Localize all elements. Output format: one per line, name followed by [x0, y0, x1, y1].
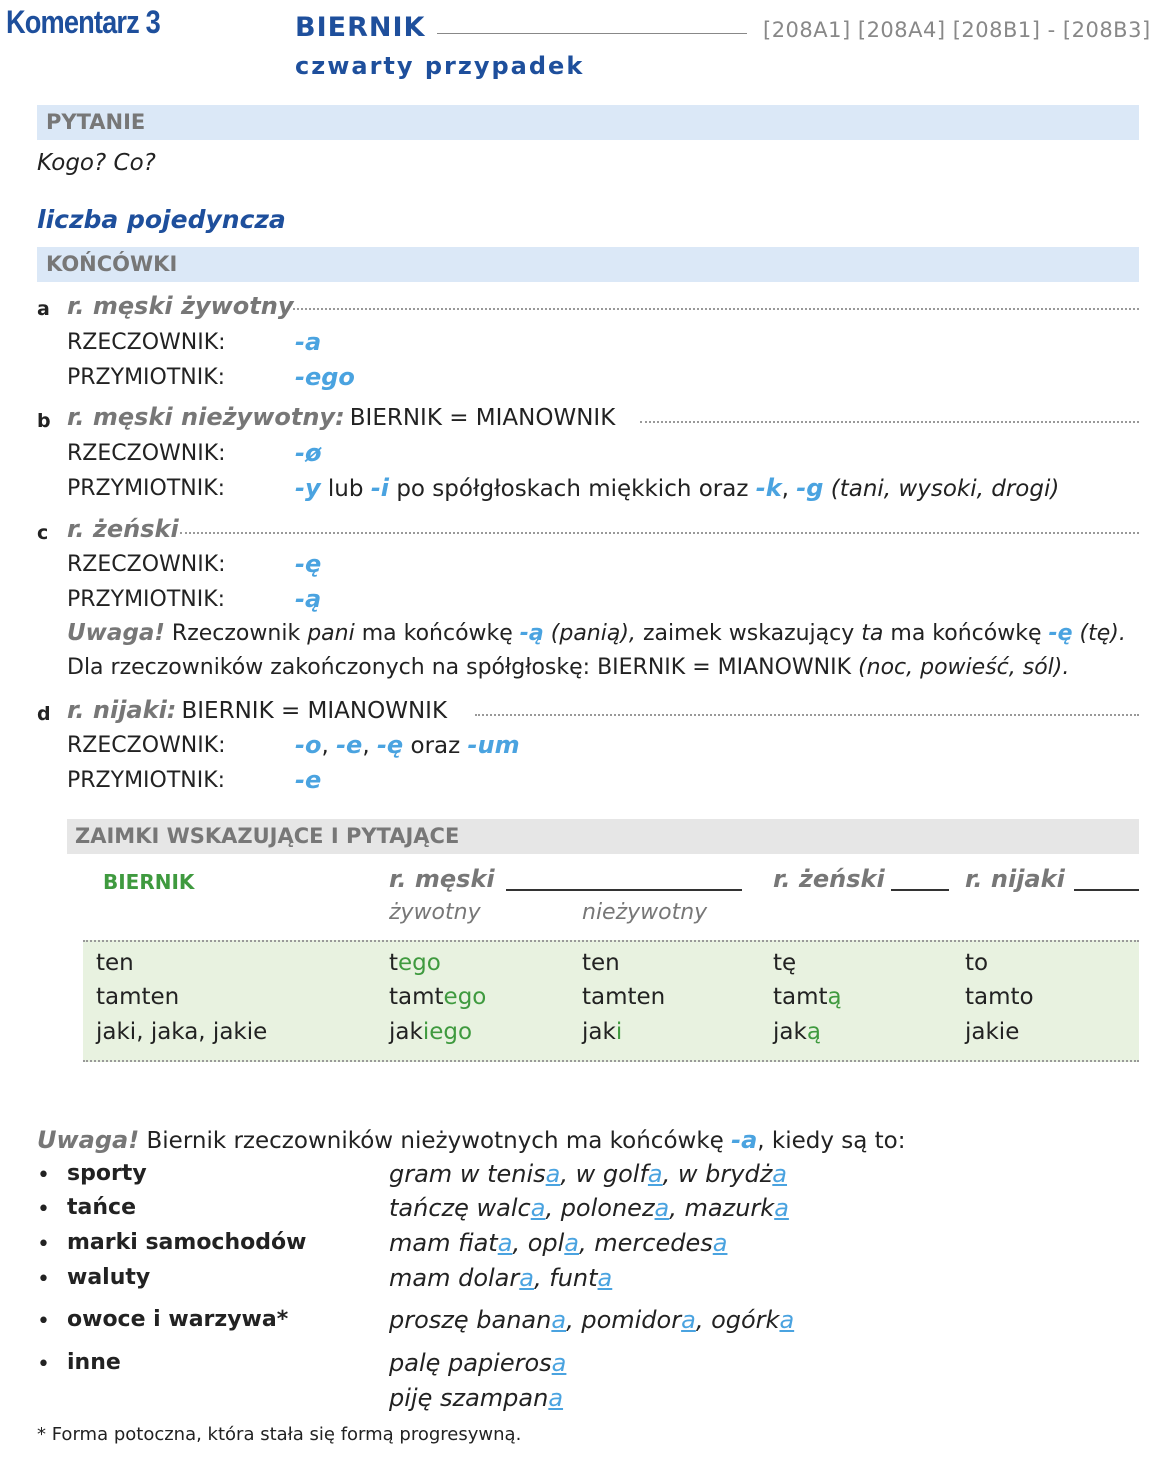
przymiotnik-label: PRZYMIOTNIK: [67, 365, 226, 390]
biernik-column-label: BIERNIK [103, 870, 195, 894]
ending: ą [806, 1019, 821, 1045]
ending: -e [295, 766, 322, 794]
table-cell [389, 1019, 472, 1045]
section-letter-c: c [37, 522, 49, 544]
references: [208A1] [208A4] [208B1] - [208B3] [763, 18, 1151, 42]
example-ending: a [647, 1160, 663, 1188]
bullet-examples [389, 1160, 787, 1188]
zaimki-bar [67, 819, 1139, 854]
zenski-header: r. żeński [773, 865, 885, 893]
bullet-examples [389, 1264, 612, 1292]
ending: i [615, 1019, 623, 1045]
bullet-label: sporty [67, 1161, 147, 1186]
page-subtitle: czwarty przypadek [295, 52, 585, 80]
example-stem: mam dolar [389, 1264, 520, 1292]
table-cell [389, 984, 486, 1010]
table-cell: jakie [965, 1019, 1020, 1045]
section-d-header [67, 696, 447, 724]
examples: (tani, wysoki, drogi) [830, 476, 1060, 502]
bullet-icon: • [37, 1197, 50, 1222]
stem: tamt [389, 984, 444, 1010]
przymiotnik-label: PRZYMIOTNIK: [67, 587, 226, 612]
example-ending: a [681, 1306, 696, 1334]
rzeczownik-label: RZECZOWNIK: [67, 552, 226, 577]
ending: -a [731, 1126, 758, 1154]
title-rule [437, 33, 747, 34]
liczba-heading: liczba pojedyncza [37, 205, 286, 234]
example-ending: a [564, 1229, 579, 1257]
pytanie-bar [37, 105, 1139, 140]
niezywotny-subheader: nieżywotny [582, 900, 708, 925]
uwaga-note-2 [37, 1126, 906, 1154]
ending: -ę [1048, 621, 1073, 646]
ending: -y [295, 474, 321, 502]
bullet-icon: • [37, 1352, 50, 1377]
ending: -ą [295, 585, 322, 613]
text: pani [307, 621, 355, 646]
ending: -g [796, 474, 824, 502]
equation: BIERNIK = MIANOWNIK [181, 698, 448, 724]
text: ma końcówkę [361, 621, 513, 646]
equation: BIERNIK = MIANOWNIK [349, 405, 616, 431]
bullet-label: inne [67, 1350, 121, 1375]
stem: tamt [773, 984, 828, 1010]
text: (tę). [1079, 621, 1126, 646]
stem: t [773, 950, 783, 976]
ending: ę [782, 950, 797, 976]
example-stem: gram w tenis [389, 1160, 546, 1188]
table-cell [773, 1019, 821, 1045]
example-ending: a [712, 1229, 728, 1257]
dotted-rule [475, 714, 1139, 716]
ending: iego [422, 1019, 473, 1045]
ending: ego [443, 984, 487, 1010]
ending: -ę [376, 731, 404, 759]
example-stem: , w brydż [662, 1160, 773, 1188]
uwaga-note [67, 620, 1126, 646]
section-c-category: r. żeński [67, 515, 179, 543]
zaimki-heading: ZAIMKI WSKAZUJĄCE I PYTAJĄCE [75, 824, 460, 848]
nijaki-header: r. nijaki [965, 865, 1065, 893]
example-stem: , w golf [560, 1160, 648, 1188]
text: po spółgłoskach miękkich oraz [396, 476, 749, 502]
section-letter-b: b [37, 410, 51, 432]
example-stem: , pomidor [566, 1306, 682, 1334]
table-cell [773, 984, 842, 1010]
pytanie-heading: PYTANIE [46, 110, 146, 134]
ending: ego [398, 950, 441, 976]
section-b-category: r. męski nieżywotny: [67, 403, 345, 431]
example-stem: palę papieros [389, 1349, 552, 1377]
ending: -ą [519, 621, 544, 646]
text: ma końcówkę [890, 621, 1042, 646]
stem: jak [773, 1019, 807, 1045]
ending: -a [295, 328, 322, 356]
table-cell [773, 950, 796, 976]
example-ending: a [519, 1264, 534, 1292]
example-stem: , funt [533, 1264, 598, 1292]
header-rule [891, 889, 949, 891]
bullet-icon: • [37, 1267, 50, 1292]
table-cell: jaki, jaka, jakie [96, 1019, 268, 1045]
section-a-category: r. męski żywotny [67, 292, 294, 320]
section-d-category: r. nijaki: [67, 696, 177, 724]
example-ending: a [551, 1349, 567, 1377]
ending: -ę [295, 550, 322, 578]
text: Dla rzeczowników zakończonych na spółgłoskę: BIERNIK = MIANOWNIK [67, 655, 852, 680]
example-ending: a [772, 1160, 788, 1188]
examples: (noc, powieść, sól). [858, 655, 1070, 680]
header-rule [506, 889, 742, 891]
bullet-label: marki samochodów [67, 1230, 307, 1255]
dotted-rule [180, 532, 1139, 534]
example-ending: a [548, 1384, 564, 1412]
uwaga-label: Uwaga! [67, 620, 165, 646]
table-cell: tamten [96, 984, 180, 1010]
example-ending: a [779, 1306, 795, 1334]
table-cell [582, 1019, 622, 1045]
table-cell: ten [582, 950, 620, 976]
ending: ą [827, 984, 842, 1010]
section-b-header [67, 403, 615, 431]
example-stem: , mercedes [579, 1229, 713, 1257]
example-ending: a [654, 1194, 670, 1222]
bullet-label: tańce [67, 1195, 136, 1220]
bullet-label: waluty [67, 1265, 151, 1290]
bullet-label: owoce i warzywa* [67, 1307, 289, 1332]
table-cell [389, 950, 441, 976]
uwaga-note-line2 [67, 655, 1069, 680]
bullet-examples [389, 1349, 566, 1377]
table-cell: tamten [582, 984, 666, 1010]
text: ta [861, 621, 884, 646]
example-stem: , opl [512, 1229, 565, 1257]
text: Biernik rzeczowników nieżywotnych ma końcówkę [146, 1128, 724, 1154]
bullet-examples [389, 1306, 794, 1334]
section-letter-a: a [37, 298, 50, 320]
text: lub [327, 476, 364, 502]
text: (panią), [550, 621, 636, 646]
koncowki-heading: KOŃCÓWKI [46, 252, 178, 276]
bullet-icon: • [37, 1163, 50, 1188]
ending: -i [370, 474, 389, 502]
example-stem: proszę banan [389, 1306, 552, 1334]
bullet-examples [389, 1229, 727, 1257]
stem: jak [389, 1019, 423, 1045]
text: oraz [410, 733, 461, 759]
stem: jak [582, 1019, 616, 1045]
example-ending: a [597, 1264, 613, 1292]
pytanie-text: Kogo? Co? [37, 150, 156, 176]
przymiotnik-label: PRZYMIOTNIK: [67, 768, 226, 793]
example-stem: piję szampan [389, 1384, 549, 1412]
stem: t [389, 950, 399, 976]
text: , kiedy są to: [757, 1128, 906, 1154]
zywotny-subheader: żywotny [389, 900, 481, 925]
table-cell: tamto [965, 984, 1034, 1010]
section-d-noun-endings: -o, -e, -ę oraz -um [295, 731, 520, 759]
comment-number: Komentarz 3 [6, 4, 160, 40]
ending: -ego [295, 363, 355, 391]
rzeczownik-label: RZECZOWNIK: [67, 441, 226, 466]
ending: -o [295, 731, 322, 759]
page-title: BIERNIK [295, 12, 426, 43]
text: Rzeczownik [171, 621, 301, 646]
example-ending: a [545, 1160, 561, 1188]
footnote: * Forma potoczna, która stała się formą progresywną. [37, 1424, 522, 1445]
ending: -k [755, 474, 782, 502]
example-ending: a [530, 1194, 546, 1222]
ending: -e [336, 731, 363, 759]
dotted-rule [293, 308, 1139, 310]
example-ending: a [497, 1229, 513, 1257]
table-cell: to [965, 950, 989, 976]
example-stem: tańczę walc [389, 1194, 531, 1222]
example-stem: mam fiat [389, 1229, 498, 1257]
example-stem: , mazurk [669, 1194, 775, 1222]
section-letter-d: d [37, 703, 51, 725]
dotted-rule [640, 421, 1139, 423]
meski-header: r. męski [389, 865, 495, 893]
example-ending: a [774, 1194, 789, 1222]
uwaga-label: Uwaga! [37, 1126, 140, 1154]
text: zaimek wskazujący [642, 621, 855, 646]
header-rule [1074, 889, 1139, 891]
bullet-examples [389, 1194, 789, 1222]
example-ending: a [551, 1306, 567, 1334]
table-cell: ten [96, 950, 134, 976]
koncowki-bar [37, 247, 1139, 282]
rzeczownik-label: RZECZOWNIK: [67, 330, 226, 355]
example-stem: , ogórk [695, 1306, 780, 1334]
rzeczownik-label: RZECZOWNIK: [67, 733, 226, 758]
text: , [781, 476, 789, 502]
example-stem: , polonez [545, 1194, 655, 1222]
przymiotnik-label: PRZYMIOTNIK: [67, 476, 226, 501]
bullet-icon: • [37, 1309, 50, 1334]
section-b-adjective-endings [295, 474, 1059, 502]
bullet-icon: • [37, 1232, 50, 1257]
ending: -ø [295, 439, 322, 467]
bullet-examples [389, 1384, 563, 1412]
ending: -um [467, 731, 520, 759]
